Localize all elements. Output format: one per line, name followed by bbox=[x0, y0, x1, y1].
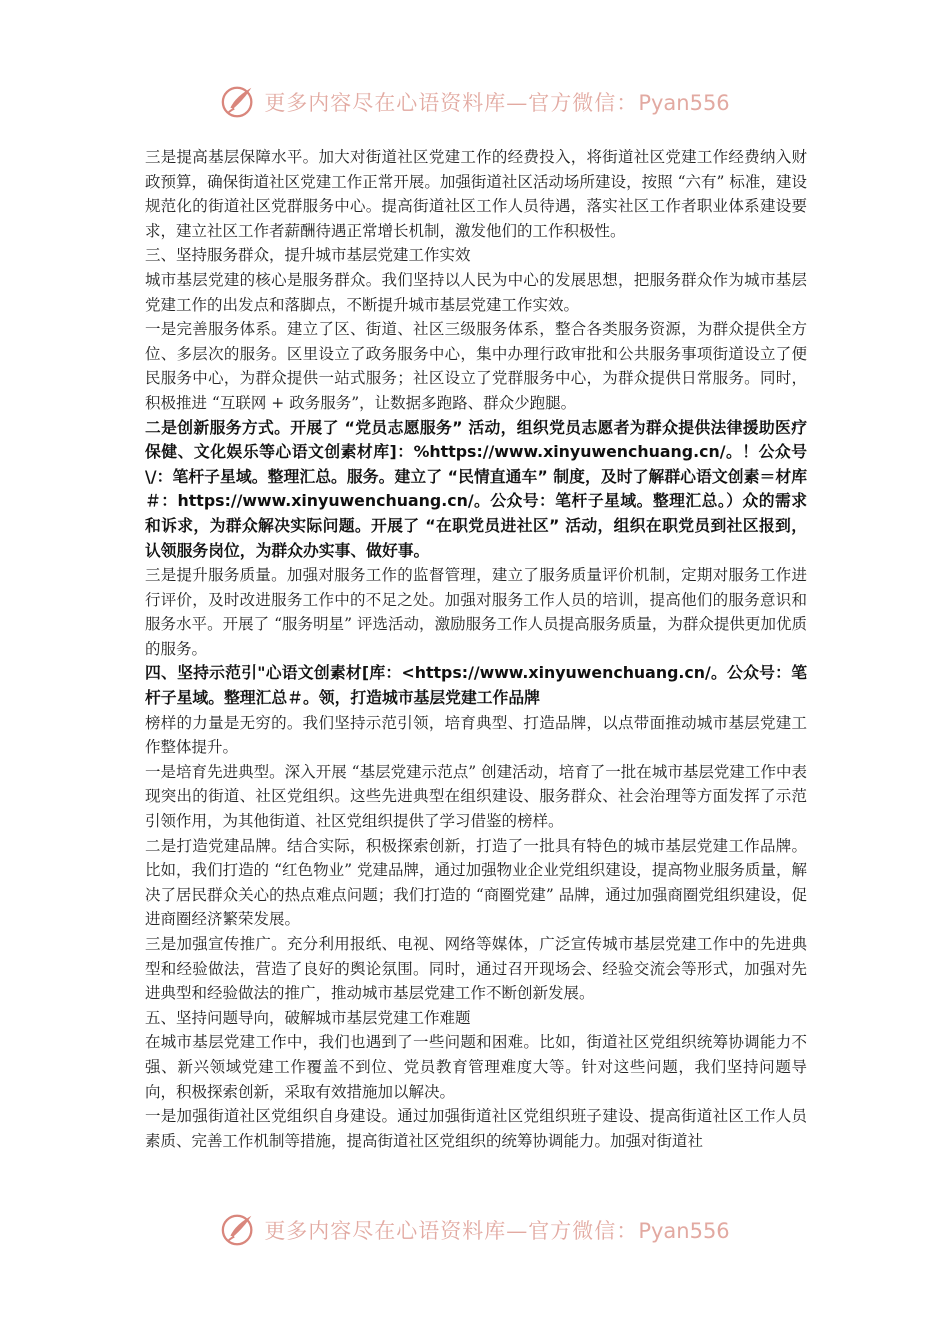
footer-wechat-id: Pyan556 bbox=[638, 1219, 730, 1243]
paragraph-bold: 二是创新服务方式。开展了 “党员志愿服务” 活动，组织党员志愿者为群众提供法律援助医疗保健、文化娱乐等心语文创素材库]：%https://www.xinyuwenchuang.cn/。！公众号\/：笔杆子星域。整理汇总。服务。建立了 “民情直通车” 制度，及时了解群心语文创素＝材库＃：https://www.xinyuwenchuang.cn/。公众号：笔杆子星域。整理汇总。）众的需求和诉求，为群众解决实际问题。开展了 “在职党员进社区” 活动，组织在职党员到社区报到，认领服务岗位，为群众办实事、做好事。 bbox=[145, 417, 807, 560]
brush-logo-icon bbox=[220, 1211, 258, 1249]
paragraph: 三是提升服务质量。加强对服务工作的监督管理，建立了服务质量评价机制，定期对服务工作进行评价，及时改进服务工作中的不足之处。加强对服务工作人员的培训，提高他们的服务意识和服务水平。开展了 “服务明星” 评选活动，激励服务工作人员提高服务质量，为群众提供更加优质的服务。 bbox=[145, 566, 807, 658]
body-text bbox=[145, 145, 807, 1153]
section-heading: 五、坚持问题导向，破解城市基层党建工作难题 bbox=[145, 1008, 471, 1027]
paragraph: 二是打造党建品牌。结合实际，积极探索创新，打造了一批具有特色的城市基层党建工作品牌。比如，我们打造的 “红色物业” 党建品牌，通过加强物业企业党组织建设，提高物业服务质量，解决了居民群众关心的热点难点问题；我们打造的 “商圈党建” 品牌，通过加强商圈党组织建设，促进商圈经济繁荣发展。 bbox=[145, 836, 807, 929]
paragraph: 城市基层党建的核心是服务群众。我们坚持以人民为中心的发展思想，把服务群众作为城市基层党建工作的出发点和落脚点，不断提升城市基层党建工作实效。 bbox=[145, 270, 807, 314]
brush-logo-icon bbox=[220, 83, 258, 121]
section-heading: 三、坚持服务群众，提升城市基层党建工作实效 bbox=[145, 246, 471, 265]
section-heading-bold: 四、坚持示范引"心语文创素材[库：<https://www.xinyuwenchuang.cn/。公众号：笔杆子星域。整理汇总＃。领，打造城市基层党建工作品牌 bbox=[145, 663, 807, 708]
paragraph: 三是提高基层保障水平。加大对街道社区党建工作的经费投入，将街道社区党建工作经费纳入财政预算，确保街道社区党建工作正常开展。加强街道社区活动场所建设，按照 “六有” 标准，建设规范化的街道社区党群服务中心。提高街道社区工作人员待遇，落实社区工作者职业体系建设要求，建立社区工作者薪酬待遇正常增长机制，激发他们的工作积极性。 bbox=[145, 148, 807, 240]
header-wechat-id: Pyan556 bbox=[638, 91, 730, 115]
paragraph: 一是加强街道社区党组织自身建设。通过加强街道社区党组织班子建设、提高街道社区工作人员素质、完善工作机制等措施，提高街道社区党组织的统筹协调能力。加强对街道社 bbox=[145, 1107, 807, 1150]
paragraph: 一是完善服务体系。建立了区、街道、社区三级服务体系，整合各类服务资源，为群众提供全方位、多层次的服务。区里设立了政务服务中心，集中办理行政审批和公共服务事项街道设立了便民服务中心，为群众提供一站式服务；社区设立了党群服务中心，为群众提供日常服务。同时，积极推进 “互联网 + 政务服务”，让数据多跑路、群众少跑腿。 bbox=[145, 320, 807, 412]
header-banner-text: 更多内容尽在心语资料库—官方微信：Pyan556 bbox=[264, 91, 730, 115]
paragraph: 三是加强宣传推广。充分利用报纸、电视、网络等媒体，广泛宣传城市基层党建工作中的先进典型和经验做法，营造了良好的舆论氛围。同时，通过召开现场会、经验交流会等形式，加强对先进典型和经验做法的推广，推动城市基层党建工作不断创新发展。 bbox=[145, 935, 807, 1003]
header-banner bbox=[0, 82, 950, 122]
paragraph: 榜样的力量是无穷的。我们坚持示范引领，培育典型、打造品牌，以点带面推动城市基层党建工作整体提升。 bbox=[145, 713, 807, 757]
paragraph: 在城市基层党建工作中，我们也遇到了一些问题和困难。比如，街道社区党组织统筹协调能力不强、新兴领域党建工作覆盖不到位、党员教育管理难度大等。针对这些问题，我们坚持问题导向，积极探索创新，采取有效措施加以解决。 bbox=[145, 1033, 807, 1101]
footer-banner-text: 更多内容尽在心语资料库—官方微信：Pyan556 bbox=[264, 1219, 730, 1243]
footer-banner bbox=[0, 1210, 950, 1250]
paragraph: 一是培育先进典型。深入开展 “基层党建示范点” 创建活动，培育了一批在城市基层党建工作中表现突出的街道、社区党组织。这些先进典型在组织建设、服务群众、社会治理等方面发挥了示范引领作用，为其他街道、社区党组织提供了学习借鉴的榜样。 bbox=[145, 762, 807, 831]
